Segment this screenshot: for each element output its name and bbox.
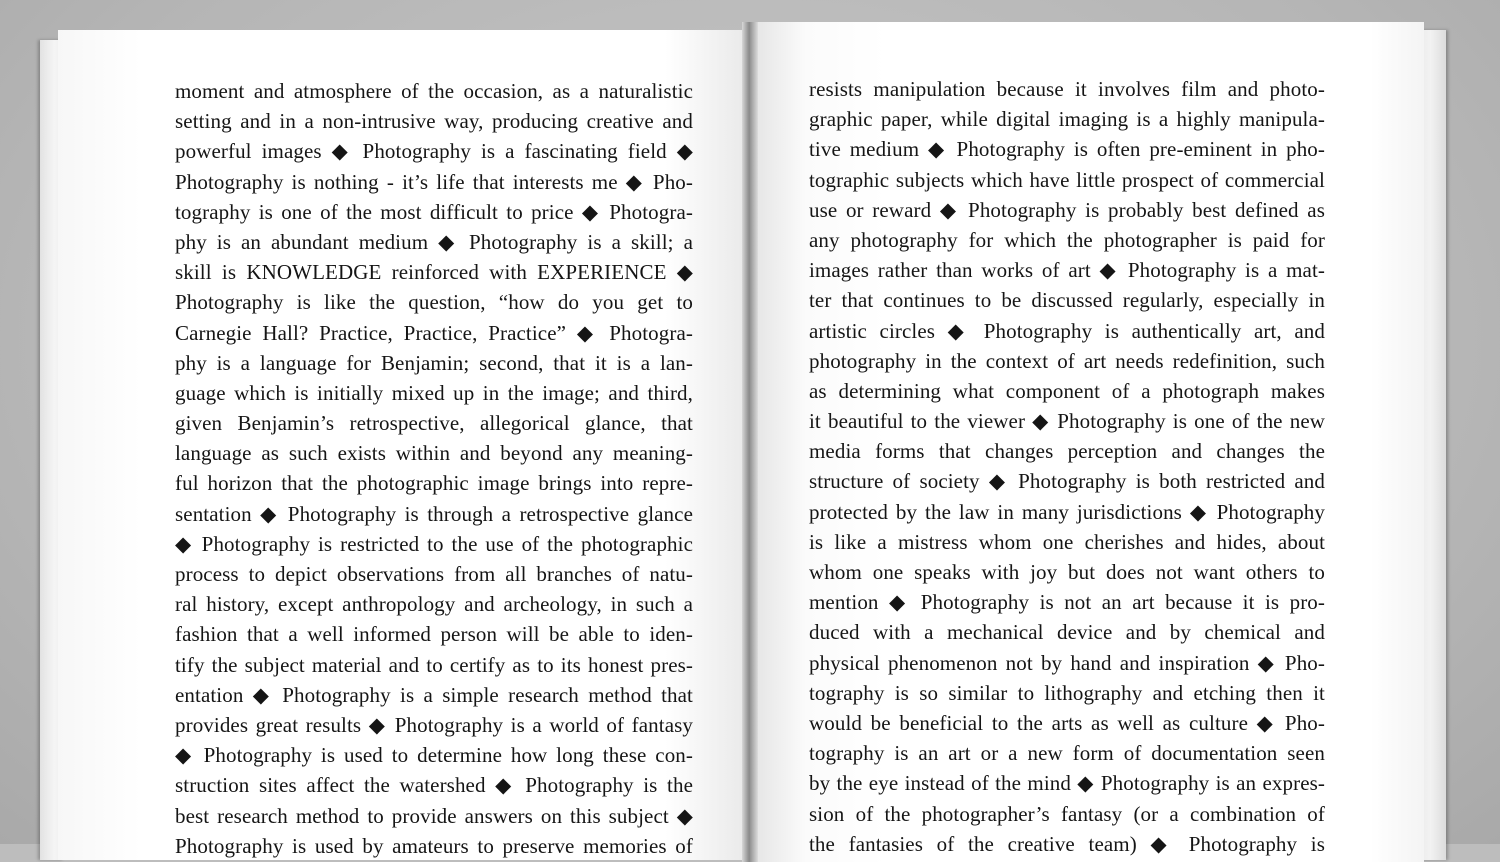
text-line: media forms that changes perception and changes the <box>809 439 1325 464</box>
text-line: sion of the photographer’s fantasy (or a combination of <box>809 801 1325 826</box>
text-line: any photography for which the photographer is paid for <box>809 227 1325 252</box>
text-line: guage which is initially mixed up in the image; and third, <box>175 380 693 405</box>
text-line: ral history, except anthropology and archeology, in such a <box>175 592 693 617</box>
text-line: Photography is used by amateurs to preserve memories of <box>175 833 693 858</box>
text-line: setting and in a non-intrusive way, producing creative and <box>175 109 693 134</box>
text-line: structure of society ◆ Photography is both restricted and <box>809 469 1325 494</box>
text-line: moment and atmosphere of the occasion, as a naturalistic <box>175 79 693 103</box>
text-line: tography is so similar to lithography and etching then it <box>809 680 1325 705</box>
text-line: images rather than works of art ◆ Photography is a mat- <box>809 258 1325 283</box>
text-line: ter that continues to be discussed regularly, especially in <box>809 288 1325 313</box>
text-line: protected by the law in many jurisdictions ◆ Photography <box>809 499 1325 524</box>
text-line: fashion that a well informed person will be able to iden- <box>175 622 693 647</box>
right-page <box>752 22 1424 862</box>
text-line: physical phenomenon not by hand and inspiration ◆ Pho- <box>809 650 1325 675</box>
text-line: duced with a mechanical device and by chemical and <box>809 620 1325 645</box>
text-line: phy is an abundant medium ◆ Photography is a skill; a <box>175 229 693 254</box>
text-line: Photography is like the question, “how do you get to <box>175 290 693 315</box>
text-line: tography is an art or a new form of documentation seen <box>809 741 1325 766</box>
text-line: tive medium ◆ Photography is often pre-eminent in pho- <box>809 137 1325 162</box>
left-page <box>58 30 748 860</box>
text-line: ◆ Photography is restricted to the use of the photographic <box>175 531 693 556</box>
text-line: given Benjamin’s retrospective, allegorical glance, that <box>175 411 693 436</box>
text-line: struction sites affect the watershed ◆ Photography is the <box>175 773 693 798</box>
text-line: would be beneficial to the arts as well as culture ◆ Pho- <box>809 710 1325 735</box>
text-line: graphic paper, while digital imaging is a highly manipula- <box>809 107 1325 132</box>
text-line: Photography is nothing - it’s life that interests me ◆ Pho- <box>175 169 693 194</box>
text-line: Carnegie Hall? Practice, Practice, Practice” ◆ Photogra- <box>175 320 693 345</box>
text-line: whom one speaks with joy but does not want others to <box>809 560 1325 584</box>
text-line: the fantasies of the creative team) ◆ Photography is <box>809 831 1325 856</box>
text-line: ful horizon that the photographic image brings into repre- <box>175 471 693 496</box>
text-line: powerful images ◆ Photography is a fascinating field ◆ <box>175 139 693 164</box>
text-line: entation ◆ Photography is a simple research method that <box>175 682 693 707</box>
left-page-text <box>175 76 693 860</box>
text-line: process to depict observations from all branches of natu- <box>175 562 693 586</box>
text-line: best research method to provide answers on this subject ◆ <box>175 803 693 828</box>
text-line: phy is a language for Benjamin; second, that it is a lan- <box>175 350 693 375</box>
text-line: mention ◆ Photography is not an art because it is pro- <box>809 590 1325 615</box>
text-line: tographic subjects which have little prospect of commercial <box>809 167 1325 192</box>
text-line: is like a mistress whom one cherishes and hides, about <box>809 529 1325 554</box>
text-line: ◆ Photography is used to determine how long these con- <box>175 743 693 768</box>
text-line: resists manipulation because it involves film and photo- <box>809 77 1325 101</box>
right-page-text <box>809 74 1325 859</box>
text-line: it beautiful to the viewer ◆ Photography is one of the new <box>809 409 1325 434</box>
book-gutter <box>742 22 758 862</box>
text-line: provides great results ◆ Photography is a world of fantasy <box>175 712 693 737</box>
text-line: tify the subject material and to certify as to its honest pres- <box>175 652 693 677</box>
text-line: skill is KNOWLEDGE reinforced with EXPERIENCE ◆ <box>175 260 693 285</box>
text-line: tography is one of the most difficult to price ◆ Photogra- <box>175 199 693 224</box>
text-line: photography in the context of art needs redefinition, such <box>809 348 1325 373</box>
text-line: by the eye instead of the mind ◆ Photography is an expres- <box>809 771 1325 796</box>
text-line: artistic circles ◆ Photography is authentically art, and <box>809 318 1325 343</box>
text-line: use or reward ◆ Photography is probably best defined as <box>809 197 1325 222</box>
text-line: language as such exists within and beyond any meaning- <box>175 441 693 466</box>
text-line: as determining what component of a photograph makes <box>809 378 1325 403</box>
text-line: sentation ◆ Photography is through a retrospective glance <box>175 501 693 526</box>
